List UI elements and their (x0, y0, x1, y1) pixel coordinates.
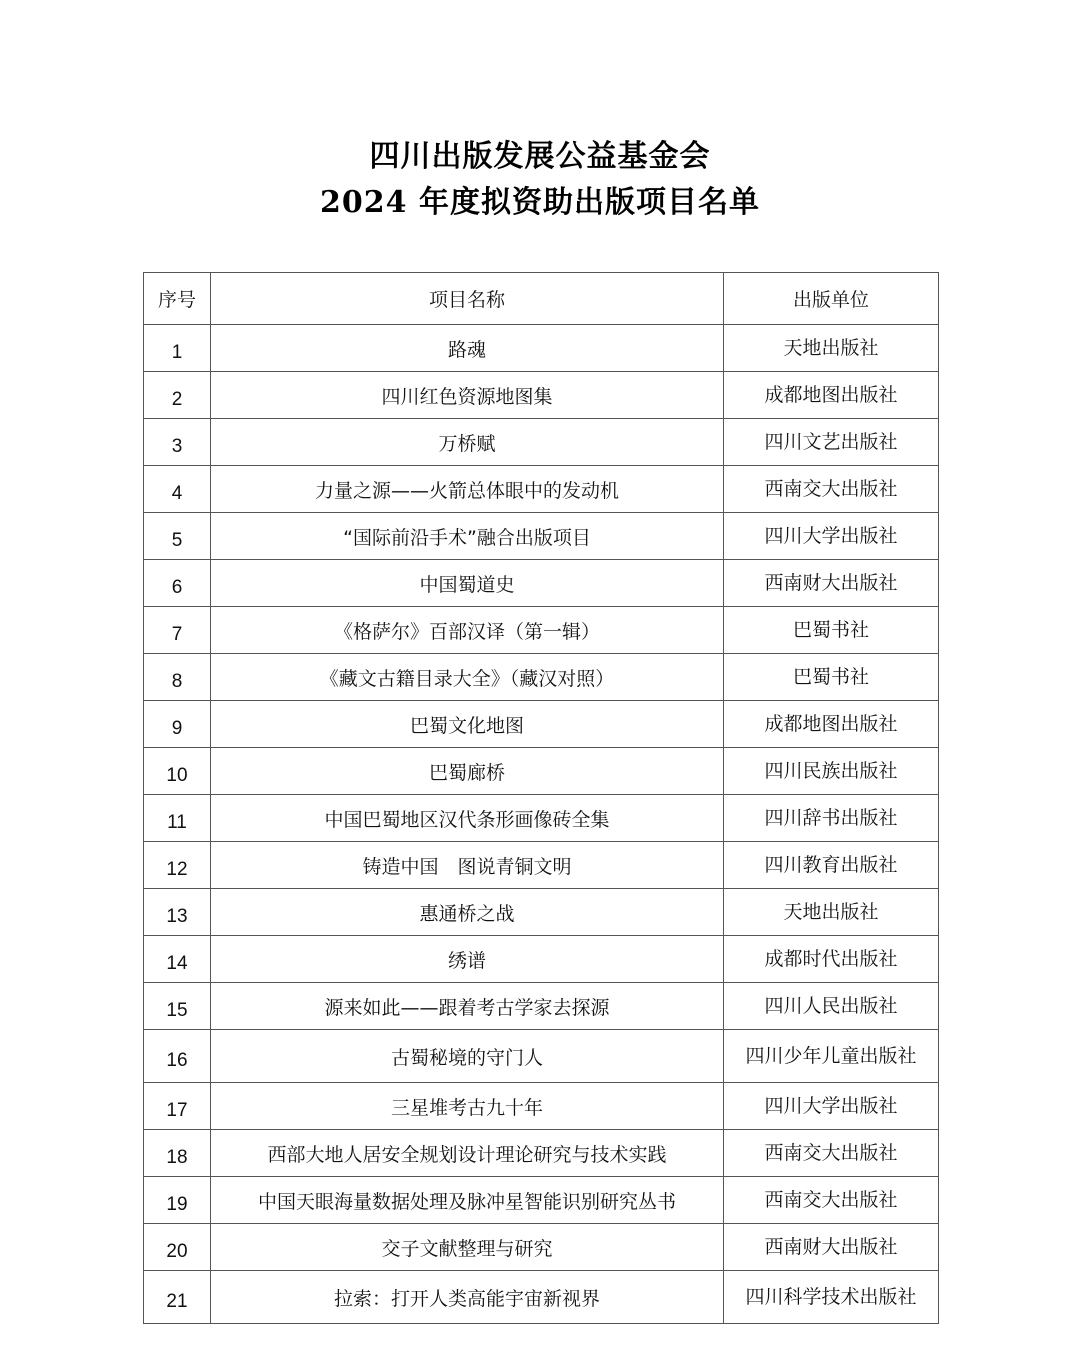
row-project: 绣谱 (211, 936, 724, 983)
table-row (144, 1224, 939, 1271)
table-row (144, 560, 939, 607)
row-project: 四川红色资源地图集 (211, 372, 724, 419)
row-project: 惠通桥之战 (211, 889, 724, 936)
row-index: 15 (144, 983, 211, 1030)
table-row (144, 936, 939, 983)
row-index: 10 (144, 748, 211, 795)
row-project: 中国巴蜀地区汉代条形画像砖全集 (211, 795, 724, 842)
row-index: 16 (144, 1030, 211, 1083)
row-project: 巴蜀廊桥 (211, 748, 724, 795)
row-index: 19 (144, 1177, 211, 1224)
table-row (144, 701, 939, 748)
row-publisher: 四川人民出版社 (724, 983, 939, 1030)
table-row (144, 795, 939, 842)
table-row (144, 889, 939, 936)
table-header-row (144, 273, 939, 325)
table-row (144, 654, 939, 701)
row-index: 14 (144, 936, 211, 983)
row-publisher: 四川大学出版社 (724, 1083, 939, 1130)
row-project: 中国天眼海量数据处理及脉冲星智能识别研究丛书 (211, 1177, 724, 1224)
row-publisher: 四川辞书出版社 (724, 795, 939, 842)
title-line-2: 2024 年度拟资助出版项目名单 (320, 185, 760, 220)
table-row (144, 607, 939, 654)
row-project: 路魂 (211, 325, 724, 372)
table-row (144, 748, 939, 795)
row-publisher: 西南财大出版社 (724, 1224, 939, 1271)
row-project: 巴蜀文化地图 (211, 701, 724, 748)
row-project: 中国蜀道史 (211, 560, 724, 607)
row-index: 4 (144, 466, 211, 513)
table-row (144, 1030, 939, 1083)
row-publisher: 天地出版社 (724, 325, 939, 372)
row-project: 源来如此——跟着考古学家去探源 (211, 983, 724, 1030)
document-title (0, 134, 1080, 226)
row-index: 20 (144, 1224, 211, 1271)
row-publisher: 天地出版社 (724, 889, 939, 936)
row-publisher: 巴蜀书社 (724, 607, 939, 654)
row-project: 万桥赋 (211, 419, 724, 466)
row-project: 三星堆考古九十年 (211, 1083, 724, 1130)
row-index: 5 (144, 513, 211, 560)
row-index: 6 (144, 560, 211, 607)
row-publisher: 成都地图出版社 (724, 701, 939, 748)
row-index: 12 (144, 842, 211, 889)
header-index: 序号 (144, 273, 211, 325)
header-publisher: 出版单位 (724, 273, 939, 325)
row-publisher: 巴蜀书社 (724, 654, 939, 701)
row-index: 9 (144, 701, 211, 748)
row-project: 拉索：打开人类高能宇宙新视界 (211, 1271, 724, 1324)
table-row (144, 1083, 939, 1130)
table-row (144, 372, 939, 419)
row-project: 西部大地人居安全规划设计理论研究与技术实践 (211, 1130, 724, 1177)
row-index: 18 (144, 1130, 211, 1177)
row-index: 17 (144, 1083, 211, 1130)
funded-projects-table (143, 272, 939, 1324)
table-row (144, 1177, 939, 1224)
row-index: 13 (144, 889, 211, 936)
row-index: 8 (144, 654, 211, 701)
table-row (144, 983, 939, 1030)
row-publisher: 西南交大出版社 (724, 1177, 939, 1224)
row-project: 铸造中国 图说青铜文明 (211, 842, 724, 889)
header-project: 项目名称 (211, 273, 724, 325)
row-index: 3 (144, 419, 211, 466)
row-publisher: 四川科学技术出版社 (724, 1271, 939, 1324)
row-project: 古蜀秘境的守门人 (211, 1030, 724, 1083)
row-publisher: 四川文艺出版社 (724, 419, 939, 466)
row-index: 2 (144, 372, 211, 419)
row-publisher: 西南交大出版社 (724, 1130, 939, 1177)
table-row (144, 466, 939, 513)
row-project: 力量之源——火箭总体眼中的发动机 (211, 466, 724, 513)
row-index: 7 (144, 607, 211, 654)
row-publisher: 四川少年儿童出版社 (724, 1030, 939, 1083)
row-publisher: 四川民族出版社 (724, 748, 939, 795)
table-row (144, 419, 939, 466)
row-project: 《格萨尔》百部汉译（第一辑） (211, 607, 724, 654)
row-publisher: 四川教育出版社 (724, 842, 939, 889)
row-project: “国际前沿手术”融合出版项目 (211, 513, 724, 560)
row-publisher: 四川大学出版社 (724, 513, 939, 560)
row-project: 交子文献整理与研究 (211, 1224, 724, 1271)
table-row (144, 1130, 939, 1177)
table-row (144, 325, 939, 372)
title-line-1: 四川出版发展公益基金会 (369, 139, 711, 174)
row-publisher: 西南交大出版社 (724, 466, 939, 513)
table-row (144, 842, 939, 889)
row-index: 21 (144, 1271, 211, 1324)
table-row (144, 1271, 939, 1324)
row-publisher: 成都时代出版社 (724, 936, 939, 983)
table-row (144, 513, 939, 560)
row-index: 1 (144, 325, 211, 372)
row-index: 11 (144, 795, 211, 842)
row-publisher: 西南财大出版社 (724, 560, 939, 607)
row-publisher: 成都地图出版社 (724, 372, 939, 419)
row-project: 《藏文古籍目录大全》（藏汉对照） (211, 654, 724, 701)
